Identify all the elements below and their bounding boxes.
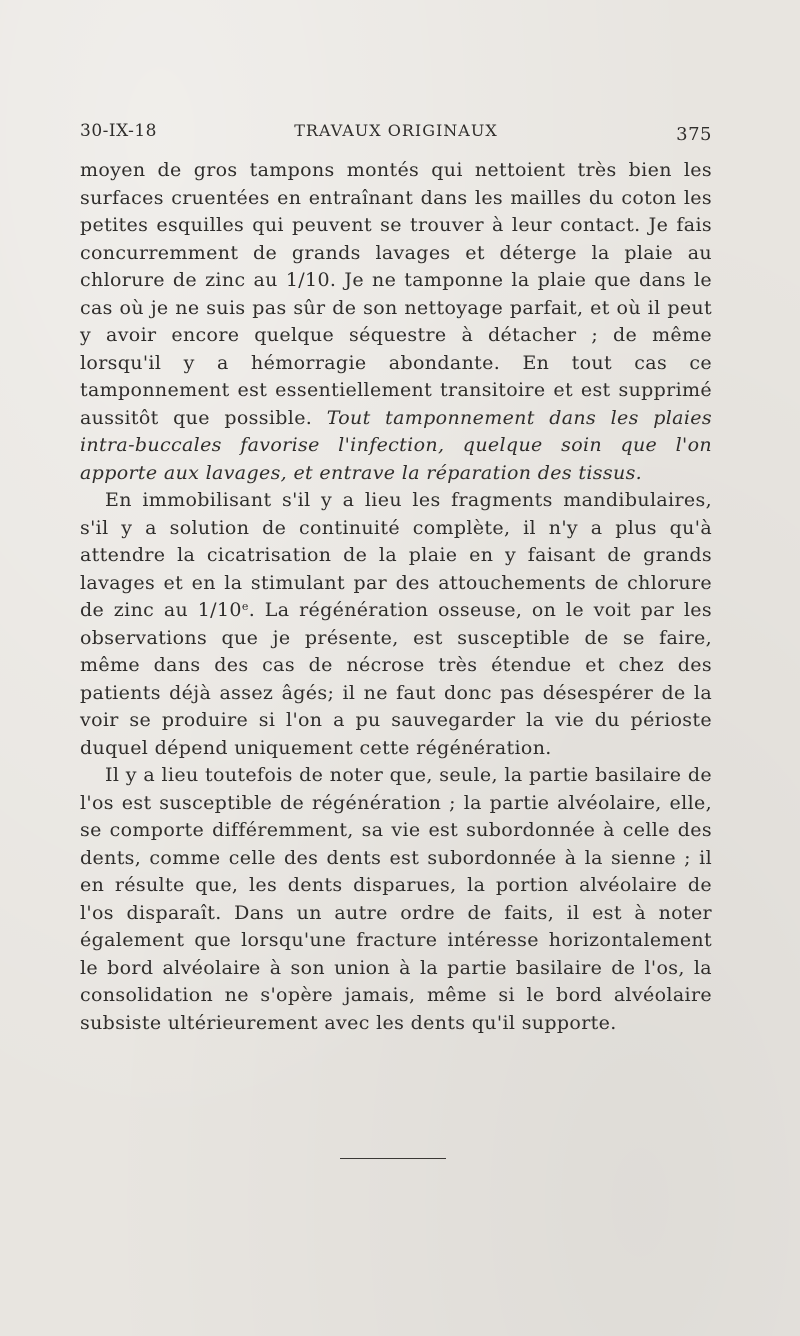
text-segment: . La régénération osseuse, on le voit par les observations que je présente, est susceptible de se faire, même dans des cas de nécrose très étendue et chez des patients déjà assez âgés; il ne faut donc pas désespérer de la voir se produire si l'on a pu sauvegarder la vie du périoste duquel dépend uniquement cette régénération. [80, 599, 712, 759]
paragraph [80, 762, 712, 1037]
text-segment: En immobilisant s'il y a lieu les fragments mandibulaires, s'il y a solution de continuité complète, il n'y a plus qu'à attendre la cicatrisation de la plaie en y faisant de grands lavages et en la stimulant par des attouchements de chlorure de zinc au 1/10 [80, 489, 712, 621]
superscript-text: e [241, 600, 249, 613]
paragraph [80, 157, 712, 487]
text-segment: moyen de gros tampons montés qui nettoient très bien les surfaces cruentées en entraînant dans les mailles du coton les petites esquilles qui peuvent se trouver à leur contact. Je fais concurremment de grands lavages et déterge la plaie au chlorure de zinc au 1/10. Je ne tamponne la plaie que dans le cas où je ne suis pas sûr de son nettoyage parfait, et où il peut y avoir encore quelque séquestre à détacher ; de même lorsqu'il y a hémorragie abondante. En tout cas ce tamponnement est essentiellement transitoire et est supprimé aussitôt que possible. [80, 159, 712, 429]
running-title: TRAVAUX ORIGINAUX [294, 121, 498, 140]
body-text [80, 157, 712, 1037]
text-segment: Il y a lieu toutefois de noter que, seule, la partie basilaire de l'os est susceptible de régénération ; la partie alvéolaire, elle, se comporte différemment, sa vie est subordonnée à celle des dents, comme celle des dents est subordonnée à la sienne ; il en résulte que, les dents disparues, la portion alvéolaire de l'os disparaît. Dans un autre ordre de faits, il est à noter également que lorsqu'une fracture intéresse horizontalement le bord alvéolaire à son union à la partie basilaire de l'os, la consolidation ne s'opère jamais, même si le bord alvéolaire subsiste ultérieurement avec les dents qu'il supporte. [80, 764, 712, 1034]
italic-text-segment: Tout tamponnement dans les plaies intra-buccales favorise l'infection, quelque soin que l'on apporte aux lavages, et entrave la réparation des tissus. [80, 406, 712, 484]
header-date: 30-IX-18 [80, 121, 157, 141]
page-number: 375 [676, 124, 712, 145]
end-rule [340, 1158, 446, 1159]
running-header [80, 121, 712, 149]
paragraph [80, 487, 712, 762]
